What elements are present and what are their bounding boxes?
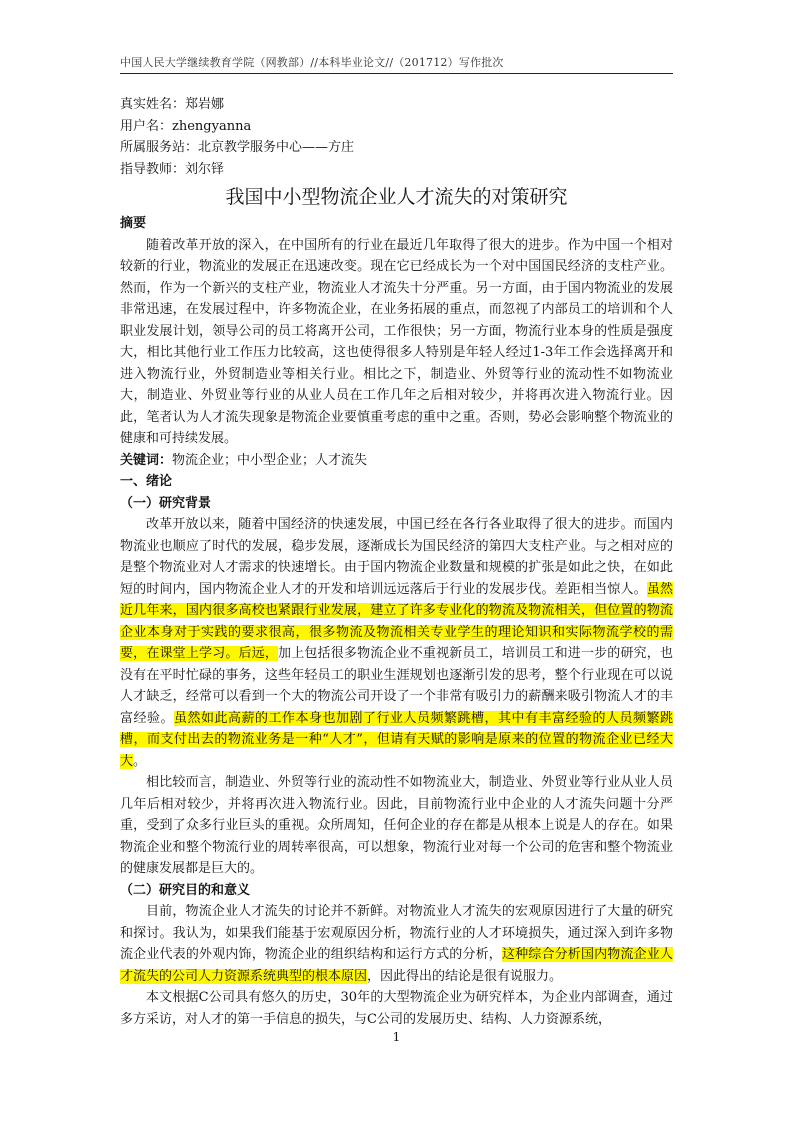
background-text-a: 改革开放以来，随着中国经济的快速发展，中国已经在各行各业取得了很大的进步。而国内物流业也顺应了时代的发展，稳步发展，逐渐成长为国民经济的第四大支柱产业。与之相对应的是整个物流业对人才需求的快速增长。由于国内物流企业数量和规模的扩张是如此之快，在如此短的时间内，国内物流企业人才的开发和培训远远落后于行业的发展步伐。差距相当惊人。 [120,517,673,597]
background-paragraph-1 [120,514,673,772]
purpose-text-b: ，因此得出的结论是很有说服力。 [367,968,563,984]
subsection-heading-background: （一）研究背景 [120,495,212,511]
abstract-heading: 摘要 [120,216,147,231]
keywords-line [120,450,673,472]
purpose-text-a: 目前，物流企业人才流失的讨论并不新鲜。对物流业人才流失的宏观原因进行了大量的研究和探讨。我认为，如果我们能基于宏观原因分析，物流行业的人才环境损失，通过深入到许多物流企业代表的外观内饰，物流企业的组织结构和运行方式的分析， [120,904,673,962]
real-name-line: 真实姓名：郑岩娜 [120,97,225,112]
background-text-b: 加上包括很多物流企业不重视新员工，培训员工和进一步的研究，也没有在平时忙碌的事务，这些年轻员工的职业生涯规划也逐渐引发的思考，整个行业现在可以说人才缺乏，经常可以看到一个大的物流公司开设了一个非常有吸引力的薪酬来吸引物流人才的丰富经验。 [120,646,673,726]
purpose-paragraph-2: 本文根据C公司具有悠久的历史，30年的大型物流企业为研究样本，为企业内部调查，通过多方采访，对人才的第一手信息的损失，与C公司的发展历史、结构、人力资源系统， [120,990,673,1027]
subsection-heading-purpose: （二）研究目的和意义 [120,882,251,898]
section-heading-introduction: 一、绪论 [120,474,173,489]
highlighted-passage-3: 这种综合分析国内物流企业人才流失的公司人力资源系统典型的根本原因 [120,947,673,984]
header-divider [120,73,673,74]
document-body [120,94,673,1030]
running-header: 中国人民大学继续教育学院（网教部）//本科毕业论文//（201712）写作批次 [120,56,504,69]
highlighted-passage-2: 虽然如此高薪的工作本身也加剧了行业人员频繁跳槽，其中有丰富经验的人员频繁跳槽，而支付出去的物流业务是一种“人才”，但请有天赋的影响是原来的位置的物流企业已经大大 [120,710,673,769]
keywords-label: 关键词： [120,452,173,468]
background-paragraph-2: 相比较而言，制造业、外贸等行业的流动性不如物流业大，制造业、外贸业等行业从业人员几年后相对较少，并将再次进入物流行业。因此，目前物流行业中企业的人才流失问题十分严重，受到了众多行业巨头的重视。众所周知，任何企业的存在都是从根本上说是人的存在。如果物流企业和整个物流行业的周转率很高，可以想象，物流行业对每一个公司的危害和整个物流业的健康发展都是巨大的。 [120,775,673,876]
service-station-line: 所属服务站：北京教学服务中心——方庄 [120,140,355,155]
purpose-paragraph-1 [120,901,673,987]
username-line: 用户名：zhengyanna [120,118,252,134]
keywords-text: 物流企业；中小型企业；人才流失 [172,452,368,468]
page-number: 1 [392,1030,401,1044]
abstract-paragraph: 随着改革开放的深入，在中国所有的行业在最近几年取得了很大的进步。作为中国一个相对较新的行业，物流业的发展正在迅速改变。现在它已经成长为一个对中国国民经济的支柱产业。然而，作为一个新兴的支柱产业，物流业人才流失十分严重。另一方面，由于国内物流业的发展非常迅速，在发展过程中，许多物流企业，在业务拓展的重点，而忽视了内部员工的培训和个人职业发展计划，领导公司的员工将离开公司，工作很快；另一方面，物流行业本身的性质是强度大，相比其他行业工作压力比较高，这也使得很多人特别是年轻人经过1-3年工作会选择离开和进入物流行业，外贸制造业等相关行业。相比之下，制造业、外贸等行业的流动性不如物流业大，制造业、外贸业等行业的从业人员在工作几年之后相对较少，并将再次进入物流行业。因此，笔者认为人才流失现象是物流企业要慎重考虑的重中之重。否则，势必会影响整个物流业的健康和可持续发展。 [120,237,673,446]
background-text-end: 。 [133,753,147,769]
paper-title: 我国中小型物流企业人才流失的对策研究 [225,186,568,208]
highlighted-passage-1: 虽然近几年来，国内很多高校也紧跟行业发展，建立了许多专业化的物流及物流相关，但位置的物流企业本身对于实践的要求很高，很多物流及物流相关专业学生的理论知识和实际物流学校的需要，在课堂上学习。后远， [120,581,673,661]
advisor-line: 指导教师：刘尔铎 [120,161,225,177]
